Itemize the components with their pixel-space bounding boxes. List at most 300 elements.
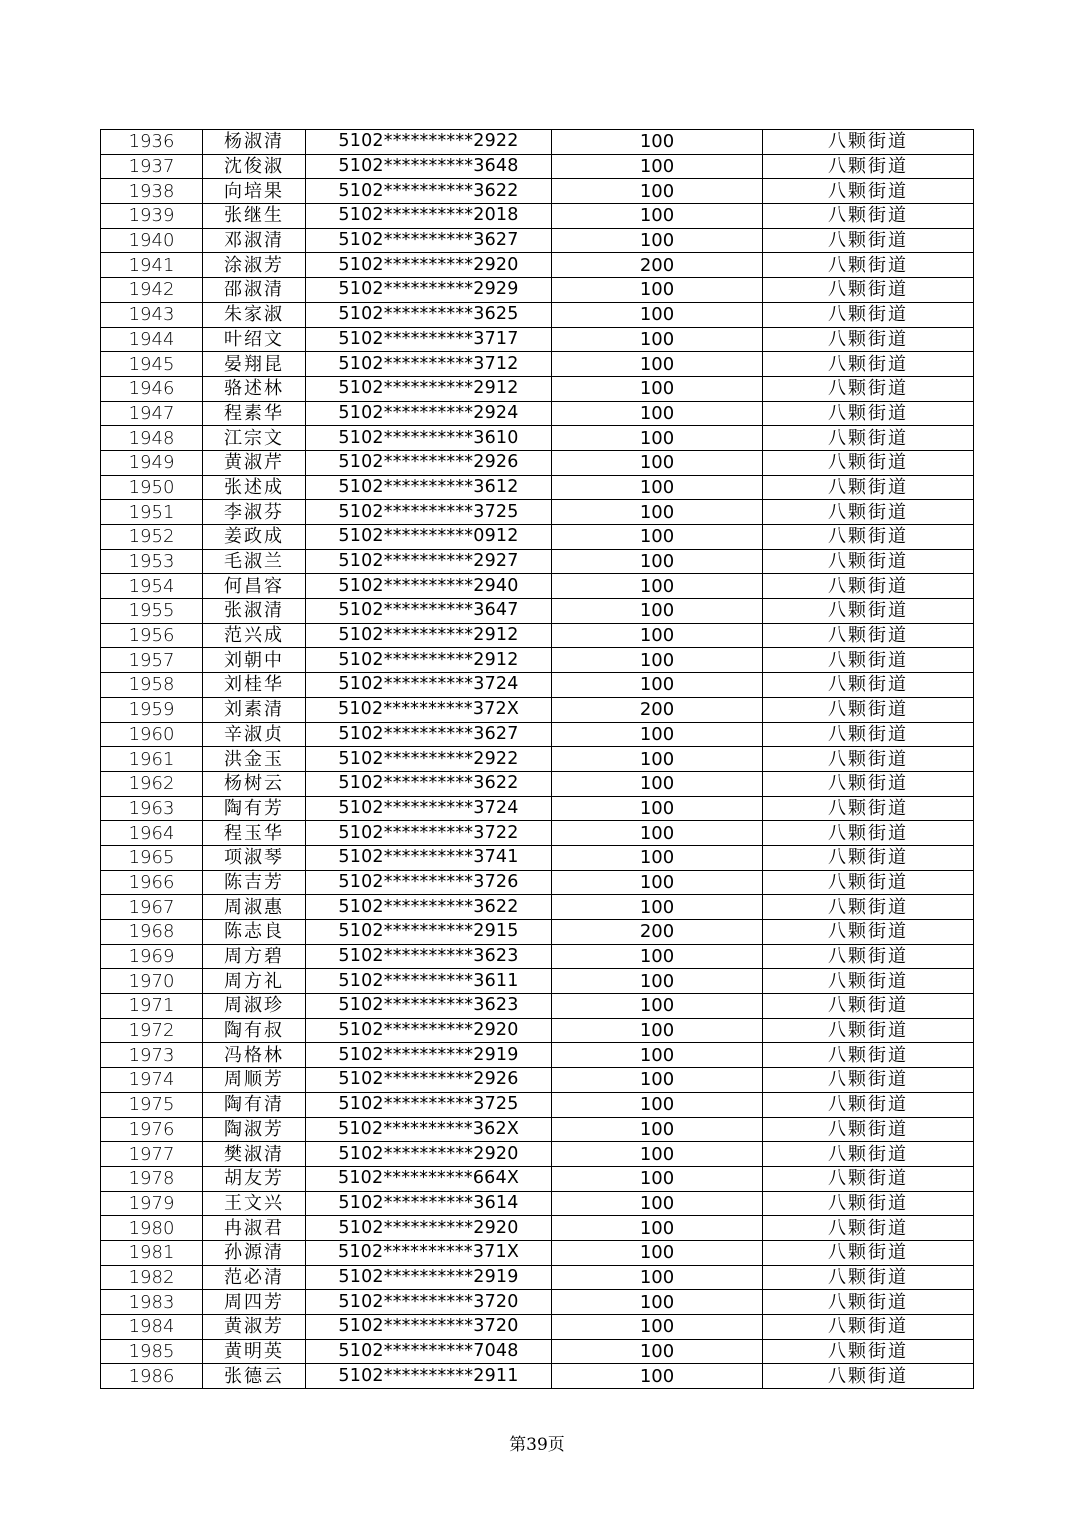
table-row [101, 1339, 974, 1364]
id-number-cell: 5102**********2912 [306, 648, 552, 673]
table-row [101, 697, 974, 722]
serial-number-cell: 1983 [101, 1290, 203, 1315]
id-number-cell: 5102**********0912 [306, 525, 552, 550]
serial-number-cell: 1951 [101, 500, 203, 525]
id-number-cell: 5102**********3625 [306, 302, 552, 327]
amount-cell: 100 [552, 1191, 763, 1216]
street-cell: 八颗街道 [763, 648, 974, 673]
id-number-cell: 5102**********371X [306, 1240, 552, 1265]
serial-number-cell: 1976 [101, 1117, 203, 1142]
serial-number-cell: 1981 [101, 1240, 203, 1265]
page-number: 第39页 [509, 1435, 565, 1455]
name-cell: 向培果 [203, 179, 306, 204]
table-row [101, 920, 974, 945]
table-row [101, 130, 974, 155]
serial-number-cell: 1937 [101, 154, 203, 179]
name-cell: 范必清 [203, 1265, 306, 1290]
street-cell: 八颗街道 [763, 253, 974, 278]
table-row [101, 796, 974, 821]
name-cell: 陶有芳 [203, 796, 306, 821]
table-row [101, 821, 974, 846]
serial-number-cell: 1960 [101, 722, 203, 747]
street-cell: 八颗街道 [763, 599, 974, 624]
serial-number-cell: 1950 [101, 475, 203, 500]
name-cell: 邓淑清 [203, 228, 306, 253]
name-cell: 黄淑芳 [203, 1315, 306, 1340]
serial-number-cell: 1952 [101, 525, 203, 550]
serial-number-cell: 1978 [101, 1166, 203, 1191]
id-number-cell: 5102**********3741 [306, 845, 552, 870]
table-row [101, 895, 974, 920]
table-row [101, 1364, 974, 1389]
name-cell: 冉淑君 [203, 1216, 306, 1241]
street-cell: 八颗街道 [763, 475, 974, 500]
name-cell: 叶绍文 [203, 327, 306, 352]
street-cell: 八颗街道 [763, 895, 974, 920]
serial-number-cell: 1949 [101, 450, 203, 475]
name-cell: 何昌容 [203, 574, 306, 599]
table-row [101, 525, 974, 550]
id-number-cell: 5102**********3726 [306, 870, 552, 895]
name-cell: 程素华 [203, 401, 306, 426]
amount-cell: 100 [552, 302, 763, 327]
name-cell: 周四芳 [203, 1290, 306, 1315]
amount-cell: 100 [552, 500, 763, 525]
name-cell: 李淑芬 [203, 500, 306, 525]
table-row [101, 1216, 974, 1241]
name-cell: 杨树云 [203, 771, 306, 796]
id-number-cell: 5102**********2920 [306, 1018, 552, 1043]
amount-cell: 100 [552, 130, 763, 155]
id-number-cell: 5102**********3622 [306, 895, 552, 920]
street-cell: 八颗街道 [763, 673, 974, 698]
street-cell: 八颗街道 [763, 747, 974, 772]
amount-cell: 100 [552, 944, 763, 969]
table-row [101, 549, 974, 574]
street-cell: 八颗街道 [763, 1166, 974, 1191]
id-number-cell: 5102**********3623 [306, 944, 552, 969]
amount-cell: 100 [552, 1339, 763, 1364]
street-cell: 八颗街道 [763, 870, 974, 895]
id-number-cell: 5102**********2926 [306, 1068, 552, 1093]
amount-cell: 100 [552, 426, 763, 451]
street-cell: 八颗街道 [763, 302, 974, 327]
id-number-cell: 5102**********2919 [306, 1043, 552, 1068]
table-row [101, 648, 974, 673]
id-number-cell: 5102**********7048 [306, 1339, 552, 1364]
id-number-cell: 5102**********3622 [306, 771, 552, 796]
amount-cell: 100 [552, 278, 763, 303]
table-row [101, 352, 974, 377]
amount-cell: 100 [552, 1315, 763, 1340]
street-cell: 八颗街道 [763, 722, 974, 747]
id-number-cell: 5102**********3724 [306, 673, 552, 698]
street-cell: 八颗街道 [763, 549, 974, 574]
table-row [101, 1018, 974, 1043]
amount-cell: 100 [552, 599, 763, 624]
amount-cell: 100 [552, 1092, 763, 1117]
serial-number-cell: 1967 [101, 895, 203, 920]
amount-cell: 200 [552, 253, 763, 278]
serial-number-cell: 1973 [101, 1043, 203, 1068]
name-cell: 冯格林 [203, 1043, 306, 1068]
name-cell: 程玉华 [203, 821, 306, 846]
street-cell: 八颗街道 [763, 525, 974, 550]
name-cell: 黄明英 [203, 1339, 306, 1364]
id-number-cell: 5102**********3627 [306, 722, 552, 747]
table-row [101, 599, 974, 624]
street-cell: 八颗街道 [763, 1068, 974, 1093]
serial-number-cell: 1946 [101, 376, 203, 401]
id-number-cell: 5102**********3720 [306, 1315, 552, 1340]
table-row [101, 747, 974, 772]
serial-number-cell: 1968 [101, 920, 203, 945]
street-cell: 八颗街道 [763, 697, 974, 722]
table-row [101, 450, 974, 475]
serial-number-cell: 1956 [101, 623, 203, 648]
amount-cell: 100 [552, 821, 763, 846]
table-row [101, 204, 974, 229]
id-number-cell: 5102**********2920 [306, 1216, 552, 1241]
street-cell: 八颗街道 [763, 1240, 974, 1265]
serial-number-cell: 1966 [101, 870, 203, 895]
table-row [101, 401, 974, 426]
serial-number-cell: 1939 [101, 204, 203, 229]
street-cell: 八颗街道 [763, 327, 974, 352]
name-cell: 胡友芳 [203, 1166, 306, 1191]
id-number-cell: 5102**********2922 [306, 130, 552, 155]
street-cell: 八颗街道 [763, 401, 974, 426]
name-cell: 刘素清 [203, 697, 306, 722]
id-number-cell: 5102**********3614 [306, 1191, 552, 1216]
name-cell: 樊淑清 [203, 1142, 306, 1167]
serial-number-cell: 1980 [101, 1216, 203, 1241]
serial-number-cell: 1936 [101, 130, 203, 155]
street-cell: 八颗街道 [763, 1142, 974, 1167]
name-cell: 范兴成 [203, 623, 306, 648]
serial-number-cell: 1975 [101, 1092, 203, 1117]
table-row [101, 1117, 974, 1142]
table-row [101, 475, 974, 500]
recipient-table-body [101, 130, 974, 1389]
table-row [101, 673, 974, 698]
street-cell: 八颗街道 [763, 500, 974, 525]
id-number-cell: 5102**********2924 [306, 401, 552, 426]
street-cell: 八颗街道 [763, 426, 974, 451]
street-cell: 八颗街道 [763, 278, 974, 303]
serial-number-cell: 1954 [101, 574, 203, 599]
name-cell: 张述成 [203, 475, 306, 500]
amount-cell: 100 [552, 228, 763, 253]
table-row [101, 1191, 974, 1216]
amount-cell: 200 [552, 697, 763, 722]
table-row [101, 1240, 974, 1265]
street-cell: 八颗街道 [763, 1092, 974, 1117]
amount-cell: 100 [552, 1240, 763, 1265]
id-number-cell: 5102**********3622 [306, 179, 552, 204]
name-cell: 邵淑清 [203, 278, 306, 303]
name-cell: 姜政成 [203, 525, 306, 550]
id-number-cell: 5102**********2940 [306, 574, 552, 599]
name-cell: 江宗文 [203, 426, 306, 451]
amount-cell: 100 [552, 574, 763, 599]
id-number-cell: 5102**********3611 [306, 969, 552, 994]
amount-cell: 100 [552, 1142, 763, 1167]
table-row [101, 500, 974, 525]
serial-number-cell: 1984 [101, 1315, 203, 1340]
serial-number-cell: 1953 [101, 549, 203, 574]
name-cell: 陈吉芳 [203, 870, 306, 895]
street-cell: 八颗街道 [763, 1216, 974, 1241]
name-cell: 骆述林 [203, 376, 306, 401]
table-row [101, 278, 974, 303]
amount-cell: 100 [552, 154, 763, 179]
id-number-cell: 5102**********2929 [306, 278, 552, 303]
table-row [101, 1068, 974, 1093]
name-cell: 黄淑芹 [203, 450, 306, 475]
table-row [101, 1142, 974, 1167]
id-number-cell: 5102**********2915 [306, 920, 552, 945]
serial-number-cell: 1947 [101, 401, 203, 426]
amount-cell: 100 [552, 549, 763, 574]
amount-cell: 100 [552, 1043, 763, 1068]
name-cell: 洪金玉 [203, 747, 306, 772]
name-cell: 周淑珍 [203, 994, 306, 1019]
serial-number-cell: 1974 [101, 1068, 203, 1093]
serial-number-cell: 1982 [101, 1265, 203, 1290]
name-cell: 周方礼 [203, 969, 306, 994]
serial-number-cell: 1962 [101, 771, 203, 796]
table-row [101, 376, 974, 401]
table-row [101, 1265, 974, 1290]
table-row [101, 154, 974, 179]
name-cell: 周淑惠 [203, 895, 306, 920]
serial-number-cell: 1959 [101, 697, 203, 722]
id-number-cell: 5102**********2912 [306, 623, 552, 648]
table-row [101, 1290, 974, 1315]
name-cell: 晏翔昆 [203, 352, 306, 377]
street-cell: 八颗街道 [763, 574, 974, 599]
street-cell: 八颗街道 [763, 920, 974, 945]
amount-cell: 100 [552, 796, 763, 821]
name-cell: 沈俊淑 [203, 154, 306, 179]
street-cell: 八颗街道 [763, 845, 974, 870]
id-number-cell: 5102**********2018 [306, 204, 552, 229]
table-row [101, 944, 974, 969]
table-row [101, 253, 974, 278]
id-number-cell: 5102**********2922 [306, 747, 552, 772]
serial-number-cell: 1971 [101, 994, 203, 1019]
id-number-cell: 5102**********3623 [306, 994, 552, 1019]
table-row [101, 623, 974, 648]
table-row [101, 870, 974, 895]
amount-cell: 100 [552, 747, 763, 772]
name-cell: 毛淑兰 [203, 549, 306, 574]
id-number-cell: 5102**********2919 [306, 1265, 552, 1290]
table-row [101, 426, 974, 451]
id-number-cell: 5102**********2920 [306, 1142, 552, 1167]
street-cell: 八颗街道 [763, 130, 974, 155]
street-cell: 八颗街道 [763, 821, 974, 846]
name-cell: 张继生 [203, 204, 306, 229]
serial-number-cell: 1985 [101, 1339, 203, 1364]
serial-number-cell: 1957 [101, 648, 203, 673]
amount-cell: 100 [552, 475, 763, 500]
street-cell: 八颗街道 [763, 623, 974, 648]
serial-number-cell: 1972 [101, 1018, 203, 1043]
id-number-cell: 5102**********2911 [306, 1364, 552, 1389]
name-cell: 张淑清 [203, 599, 306, 624]
street-cell: 八颗街道 [763, 228, 974, 253]
street-cell: 八颗街道 [763, 1290, 974, 1315]
name-cell: 陶淑芳 [203, 1117, 306, 1142]
id-number-cell: 5102**********2927 [306, 549, 552, 574]
id-number-cell: 5102**********3717 [306, 327, 552, 352]
serial-number-cell: 1940 [101, 228, 203, 253]
id-number-cell: 5102**********664X [306, 1166, 552, 1191]
street-cell: 八颗街道 [763, 944, 974, 969]
serial-number-cell: 1965 [101, 845, 203, 870]
serial-number-cell: 1944 [101, 327, 203, 352]
street-cell: 八颗街道 [763, 1117, 974, 1142]
amount-cell: 100 [552, 895, 763, 920]
serial-number-cell: 1963 [101, 796, 203, 821]
street-cell: 八颗街道 [763, 204, 974, 229]
street-cell: 八颗街道 [763, 969, 974, 994]
name-cell: 项淑琴 [203, 845, 306, 870]
amount-cell: 100 [552, 1216, 763, 1241]
amount-cell: 100 [552, 870, 763, 895]
table-row [101, 969, 974, 994]
table-row [101, 302, 974, 327]
name-cell: 杨淑清 [203, 130, 306, 155]
serial-number-cell: 1938 [101, 179, 203, 204]
table-row [101, 179, 974, 204]
table-row [101, 1315, 974, 1340]
name-cell: 周顺芳 [203, 1068, 306, 1093]
serial-number-cell: 1941 [101, 253, 203, 278]
id-number-cell: 5102**********3712 [306, 352, 552, 377]
amount-cell: 100 [552, 450, 763, 475]
amount-cell: 100 [552, 648, 763, 673]
id-number-cell: 5102**********3612 [306, 475, 552, 500]
id-number-cell: 5102**********3647 [306, 599, 552, 624]
street-cell: 八颗街道 [763, 1315, 974, 1340]
street-cell: 八颗街道 [763, 376, 974, 401]
amount-cell: 100 [552, 525, 763, 550]
street-cell: 八颗街道 [763, 179, 974, 204]
name-cell: 刘朝中 [203, 648, 306, 673]
amount-cell: 100 [552, 1068, 763, 1093]
id-number-cell: 5102**********3722 [306, 821, 552, 846]
serial-number-cell: 1979 [101, 1191, 203, 1216]
amount-cell: 100 [552, 1265, 763, 1290]
id-number-cell: 5102**********3610 [306, 426, 552, 451]
street-cell: 八颗街道 [763, 1191, 974, 1216]
serial-number-cell: 1945 [101, 352, 203, 377]
amount-cell: 100 [552, 673, 763, 698]
serial-number-cell: 1977 [101, 1142, 203, 1167]
street-cell: 八颗街道 [763, 1018, 974, 1043]
amount-cell: 100 [552, 401, 763, 426]
serial-number-cell: 1964 [101, 821, 203, 846]
serial-number-cell: 1942 [101, 278, 203, 303]
name-cell: 辛淑贞 [203, 722, 306, 747]
street-cell: 八颗街道 [763, 352, 974, 377]
table-row [101, 228, 974, 253]
id-number-cell: 5102**********2926 [306, 450, 552, 475]
amount-cell: 100 [552, 1364, 763, 1389]
id-number-cell: 5102**********3724 [306, 796, 552, 821]
recipient-table [100, 129, 974, 1389]
name-cell: 朱家淑 [203, 302, 306, 327]
amount-cell: 100 [552, 376, 763, 401]
street-cell: 八颗街道 [763, 796, 974, 821]
street-cell: 八颗街道 [763, 994, 974, 1019]
street-cell: 八颗街道 [763, 1339, 974, 1364]
name-cell: 孙源清 [203, 1240, 306, 1265]
id-number-cell: 5102**********372X [306, 697, 552, 722]
name-cell: 陈志良 [203, 920, 306, 945]
amount-cell: 100 [552, 327, 763, 352]
table-row [101, 994, 974, 1019]
name-cell: 陶有清 [203, 1092, 306, 1117]
amount-cell: 100 [552, 1117, 763, 1142]
name-cell: 张德云 [203, 1364, 306, 1389]
id-number-cell: 5102**********3725 [306, 1092, 552, 1117]
name-cell: 涂淑芳 [203, 253, 306, 278]
amount-cell: 200 [552, 920, 763, 945]
id-number-cell: 5102**********3725 [306, 500, 552, 525]
amount-cell: 100 [552, 1018, 763, 1043]
amount-cell: 100 [552, 1290, 763, 1315]
table-row [101, 1092, 974, 1117]
id-number-cell: 5102**********3648 [306, 154, 552, 179]
serial-number-cell: 1943 [101, 302, 203, 327]
table-row [101, 722, 974, 747]
id-number-cell: 5102**********3720 [306, 1290, 552, 1315]
amount-cell: 100 [552, 352, 763, 377]
table-row [101, 327, 974, 352]
name-cell: 周方碧 [203, 944, 306, 969]
street-cell: 八颗街道 [763, 450, 974, 475]
table-row [101, 1043, 974, 1068]
name-cell: 王文兴 [203, 1191, 306, 1216]
serial-number-cell: 1986 [101, 1364, 203, 1389]
id-number-cell: 5102**********3627 [306, 228, 552, 253]
table-row [101, 1166, 974, 1191]
table-row [101, 845, 974, 870]
serial-number-cell: 1969 [101, 944, 203, 969]
serial-number-cell: 1970 [101, 969, 203, 994]
street-cell: 八颗街道 [763, 154, 974, 179]
amount-cell: 100 [552, 179, 763, 204]
serial-number-cell: 1958 [101, 673, 203, 698]
serial-number-cell: 1955 [101, 599, 203, 624]
amount-cell: 100 [552, 1166, 763, 1191]
amount-cell: 100 [552, 771, 763, 796]
amount-cell: 100 [552, 969, 763, 994]
name-cell: 陶有叔 [203, 1018, 306, 1043]
table-row [101, 574, 974, 599]
id-number-cell: 5102**********2912 [306, 376, 552, 401]
amount-cell: 100 [552, 994, 763, 1019]
name-cell: 刘桂华 [203, 673, 306, 698]
amount-cell: 100 [552, 204, 763, 229]
street-cell: 八颗街道 [763, 771, 974, 796]
table-row [101, 771, 974, 796]
id-number-cell: 5102**********2920 [306, 253, 552, 278]
